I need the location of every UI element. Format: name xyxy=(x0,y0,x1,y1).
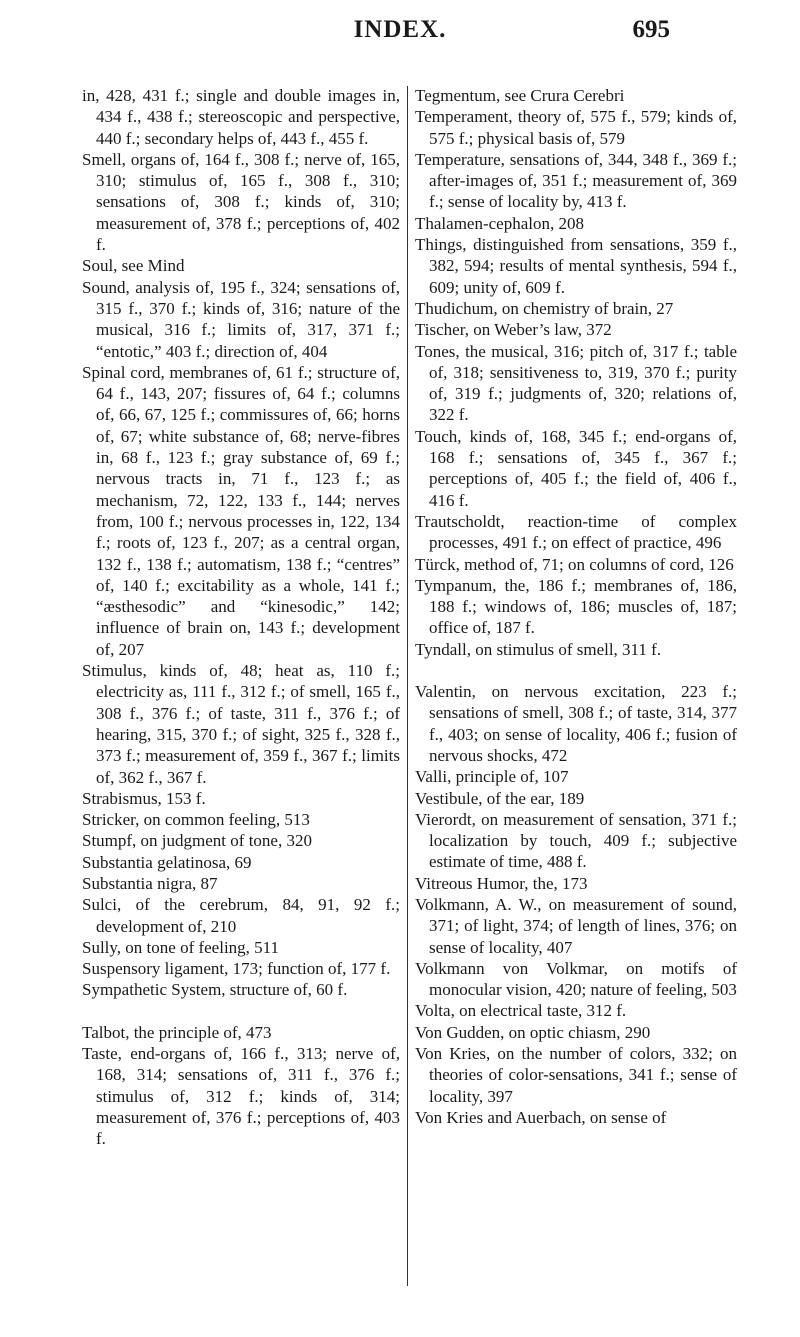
index-entry: Vitreous Humor, the, 173 xyxy=(415,873,588,893)
index-entry: Spinal cord, membranes of, 61 f.; structure of, 64 f., 143, 207; fissures of, 64 f.; columns of, 66, 67, 125 f.; commissures of, 66; horns of, 67; white substance of, 68; nerve-fibres in, 68 f., 123 f.; gray substance of, 69 f.; nervous tracts in, 71 f., 123 f.; as mechanism, 72, 122, 133 f., 144; nerves from, 100 f.; nervous processes in, 122, 134 f.; roots of, 123 f., 207; as a central organ, 132 f., 138 f.; automatism, 138 f.; “centres” of, 140 f.; excitability as a whole, 141 f.; “æsthesodic” and “kinesodic,” 142; influence of brain on, 143 f.; development of, 207 xyxy=(82,362,400,659)
index-entry: Touch, kinds of, 168, 345 f.; end-organs of, 168 f.; sensations of, 345 f., 367 f.; perceptions of, 405 f.; the field of, 406 f., 416 f. xyxy=(415,426,737,510)
index-entry: Tympanum, the, 186 f.; membranes of, 186, 188 f.; windows of, 186; muscles of, 187; office of, 187 f. xyxy=(415,575,737,638)
index-entry: Volta, on electrical taste, 312 f. xyxy=(415,1001,627,1021)
index-entry: Sound, analysis of, 195 f., 324; sensations of, 315 f., 370 f.; kinds of, 316; nature of the musical, 316 f.; limits of, 317, 371 f.; “entotic,” 403 f.; direction of, 404 xyxy=(82,277,400,361)
index-entry: Temperature, sensations of, 344, 348 f., 369 f.; after-images of, 351 f.; measurement of, 369 f.; sense of locality by, 413 f. xyxy=(415,149,737,212)
index-entry: Stricker, on common feeling, 513 xyxy=(82,810,310,830)
column-divider xyxy=(407,86,408,1286)
page-number: 695 xyxy=(632,16,670,43)
page-title: INDEX. xyxy=(353,16,447,43)
index-entry: Vestibule, of the ear, 189 xyxy=(415,788,585,808)
index-entry: Substantia nigra, 87 xyxy=(82,873,218,893)
index-entry: Smell, organs of, 164 f., 308 f.; nerve of, 165, 310; stimulus of, 165 f., 308 f., 310; sensations of, 308 f.; kinds of, 310; measurement of, 378 f.; perceptions of, 402 f. xyxy=(82,149,400,255)
index-entry: Volkmann, A. W., on measurement of sound, 371; of light, 374; of length of lines, 376; on sense of locality, 407 xyxy=(415,894,737,957)
index-entry: Thalamen-cephalon, 208 xyxy=(415,213,584,233)
index-entry: Thudichum, on chemistry of brain, 27 xyxy=(415,298,674,318)
index-entry: Stimulus, kinds of, 48; heat as, 110 f.; electricity as, 111 f., 312 f.; of smell, 165 f., 308 f., 376 f.; of taste, 311 f., 376 f.; of hearing, 315, 370 f.; of sight, 325 f., 328 f., 373 f.; measurement of, 359 f., 367 f.; limits of, 362 f., 367 f. xyxy=(82,661,400,787)
index-entry: Tones, the musical, 316; pitch of, 317 f.; table of, 318; sensitiveness to, 319, 370 f.; purity of, 319 f.; judgments of, 320; relations of, 322 f. xyxy=(415,341,737,425)
index-entry: Strabismus, 153 f. xyxy=(82,788,206,808)
section-gap xyxy=(415,660,737,681)
page-header xyxy=(0,8,800,48)
index-entry: Türck, method of, 71; on columns of cord, 126 xyxy=(415,554,734,574)
index-entry: Stumpf, on judgment of tone, 320 xyxy=(82,831,312,851)
index-entry: Von Kries, on the number of colors, 332; on theories of color-sensations, 341 f.; sense of locality, 397 xyxy=(415,1044,737,1106)
index-column-left xyxy=(82,85,400,1150)
index-entry: Taste, end-organs of, 166 f., 313; nerve of, 168, 314; sensations of, 311 f., 376 f.; stimulus of, 312 f.; kinds of, 314; measurement of, 376 f.; perceptions of, 403 f. xyxy=(82,1044,400,1149)
index-entry: Von Gudden, on optic chiasm, 290 xyxy=(415,1022,651,1042)
index-entry: Tischer, on Weber’s law, 372 xyxy=(415,320,612,340)
index-entry: Suspensory ligament, 173; function of, 177 f. xyxy=(82,959,391,979)
index-entry: Soul, see Mind xyxy=(82,256,185,276)
index-entry: Trautscholdt, reaction-time of complex processes, 491 f.; on effect of practice, 496 xyxy=(415,511,737,553)
section-gap xyxy=(82,1001,400,1022)
index-entry: Sympathetic System, structure of, 60 f. xyxy=(82,980,348,1000)
index-entry: Sulci, of the cerebrum, 84, 91, 92 f.; development of, 210 xyxy=(82,895,400,936)
index-column-right xyxy=(415,85,737,1128)
index-entry: Von Kries and Auerbach, on sense of xyxy=(415,1107,667,1127)
index-entry: Substantia gelatinosa, 69 xyxy=(82,852,252,872)
index-entry: Talbot, the principle of, 473 xyxy=(82,1022,272,1042)
index-entry: Temperament, theory of, 575 f., 579; kinds of, 575 f.; physical basis of, 579 xyxy=(415,107,737,148)
index-entry: Valentin, on nervous excitation, 223 f.; sensations of smell, 308 f.; of taste, 314, 377 f., 403; on sense of locality, 406 f.; fusion of nervous shocks, 472 xyxy=(415,682,737,765)
index-entry: Valli, principle of, 107 xyxy=(415,767,569,787)
index-entry: Volkmann von Volkmar, on motifs of monocular vision, 420; nature of feeling, 503 xyxy=(415,958,737,1000)
index-entry: Sully, on tone of feeling, 511 xyxy=(82,937,280,957)
index-entry: Things, distinguished from sensations, 359 f., 382, 594; results of mental synthesis, 594 f., 609; unity of, 609 f. xyxy=(415,235,737,297)
index-entry: Vierordt, on measurement of sensation, 371 f.; localization by touch, 409 f.; subjective estimate of time, 488 f. xyxy=(415,809,737,872)
index-entry: in, 428, 431 f.; single and double images in, 434 f., 438 f.; stereoscopic and perspective, 440 f.; secondary helps of, 443 f., 455 f. xyxy=(82,86,400,148)
index-entry: Tegmentum, see Crura Cerebri xyxy=(415,86,625,105)
index-entry: Tyndall, on stimulus of smell, 311 f. xyxy=(415,639,662,659)
